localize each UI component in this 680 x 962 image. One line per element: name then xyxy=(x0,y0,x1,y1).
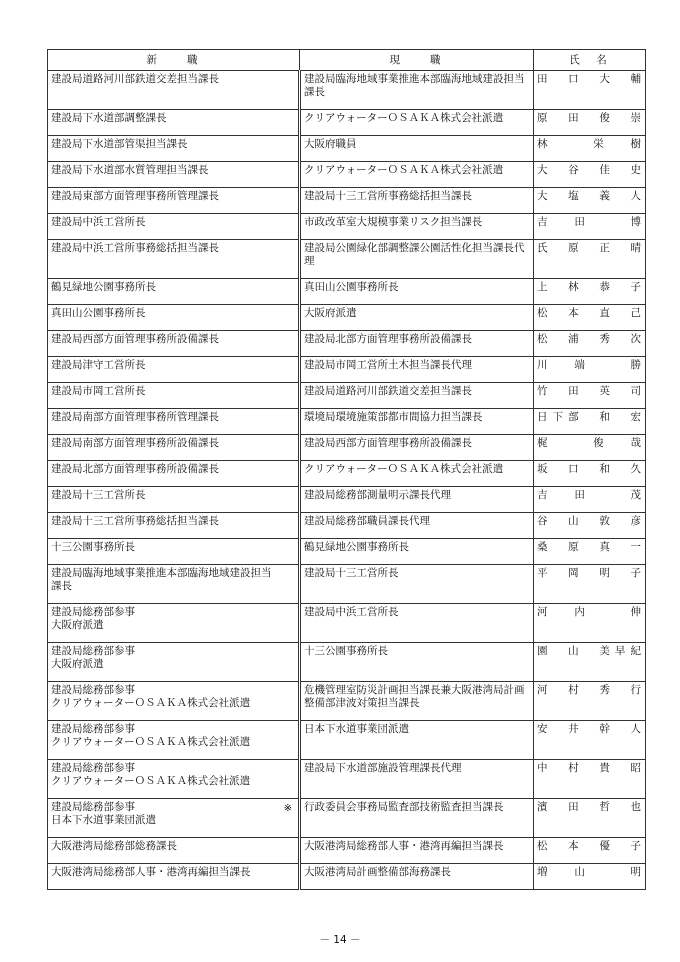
name-cell: 林 栄 樹 xyxy=(534,136,646,162)
new-post-cell xyxy=(48,214,300,240)
new-post-line: 建設局中浜工営所事務総括担当課長 xyxy=(51,242,219,254)
current-post-line: 整備部津波対策担当課長 xyxy=(304,697,420,709)
table-row xyxy=(48,565,646,604)
current-post-line: 課長 xyxy=(304,86,325,98)
table-row xyxy=(48,383,646,409)
name-cell: 河 内 伸 xyxy=(534,604,646,643)
new-post-line: 鶴見緑地公園事務所長 xyxy=(51,281,156,293)
name-cell: 吉 田 茂 xyxy=(534,487,646,513)
table-row xyxy=(48,513,646,539)
name-cell: 増 山 明 xyxy=(534,864,646,890)
table-row xyxy=(48,240,646,279)
current-post-line: 建設局十三工営所事務総括担当課長 xyxy=(304,190,472,202)
new-post-cell xyxy=(48,162,300,188)
name-cell: 桑 原 真 一 xyxy=(534,539,646,565)
current-post-line: 真田山公園事務所長 xyxy=(304,281,399,293)
name-cell: 原 田 俊 崇 xyxy=(534,110,646,136)
new-post-cell xyxy=(48,565,300,604)
new-post-line: 真田山公園事務所長 xyxy=(51,307,146,319)
table-row xyxy=(48,279,646,305)
table-row xyxy=(48,643,646,682)
current-post-line: 建設局下水道部施設管理課長代理 xyxy=(304,762,462,774)
current-post-cell xyxy=(300,721,534,760)
new-post-line: 建設局東部方面管理事務所管理課長 xyxy=(51,190,219,202)
current-post-cell xyxy=(300,214,534,240)
new-post-cell xyxy=(48,435,300,461)
personnel-table xyxy=(47,49,646,890)
new-post-line: 大阪府派遣 xyxy=(51,619,104,631)
current-post-line: 大阪港湾局総務部人事・港湾再編担当課長 xyxy=(304,840,504,852)
new-post-cell xyxy=(48,357,300,383)
new-post-line: 建設局十三工営所事務総括担当課長 xyxy=(51,515,219,527)
current-post-cell xyxy=(300,604,534,643)
new-post-line: 課長 xyxy=(51,580,72,592)
new-post-line: クリアウォーターＯＳＡＫＡ株式会社派遣 xyxy=(51,697,251,709)
table-row xyxy=(48,864,646,890)
new-post-cell xyxy=(48,864,300,890)
new-post-line: クリアウォーターＯＳＡＫＡ株式会社派遣 xyxy=(51,736,251,748)
name-cell: 安 井 幹 人 xyxy=(534,721,646,760)
new-post-cell xyxy=(48,136,300,162)
table-body xyxy=(48,71,646,890)
current-post-line: 市政改革室大規模事業リスク担当課長 xyxy=(304,216,483,228)
current-post-line: 建設局北部方面管理事務所設備課長 xyxy=(304,333,472,345)
new-post-cell xyxy=(48,539,300,565)
new-post-cell xyxy=(48,487,300,513)
current-post-line: 建設局公園緑化部調整課公園活性化担当課長代 xyxy=(304,242,525,254)
table-row xyxy=(48,188,646,214)
new-post-cell xyxy=(48,305,300,331)
table-row xyxy=(48,435,646,461)
new-post-cell xyxy=(48,461,300,487)
current-post-line: 危機管理室防災計画担当課長兼大阪港湾局計画 xyxy=(304,684,525,696)
name-cell: 上 林 恭 子 xyxy=(534,279,646,305)
name-cell: 松 本 直 己 xyxy=(534,305,646,331)
table-row xyxy=(48,604,646,643)
name-cell: 園 山 美早紀 xyxy=(534,643,646,682)
table-row xyxy=(48,721,646,760)
header-current-post: 現 職 xyxy=(300,50,534,71)
current-post-cell xyxy=(300,136,534,162)
new-post-cell xyxy=(48,71,300,110)
current-post-line: 大阪府職員 xyxy=(304,138,357,150)
page-number: － 14 － xyxy=(319,934,361,946)
name-cell: 坂 口 和 久 xyxy=(534,461,646,487)
table-row xyxy=(48,760,646,799)
name-cell: 濱 田 哲 也 xyxy=(534,799,646,838)
name-cell: 吉 田 博 xyxy=(534,214,646,240)
new-post-line: 建設局下水道部調整課長 xyxy=(51,112,167,124)
table-row xyxy=(48,409,646,435)
current-post-cell xyxy=(300,357,534,383)
new-post-cell xyxy=(48,799,300,838)
current-post-cell xyxy=(300,383,534,409)
current-post-cell xyxy=(300,110,534,136)
note-mark: ※ xyxy=(283,803,292,814)
current-post-line: クリアウォーターＯＳＡＫＡ株式会社派遣 xyxy=(304,164,504,176)
new-post-cell xyxy=(48,110,300,136)
new-post-line: 建設局市岡工営所長 xyxy=(51,385,146,397)
table-row xyxy=(48,461,646,487)
new-post-cell xyxy=(48,279,300,305)
new-post-line: 建設局総務部参事 xyxy=(51,684,135,696)
new-post-line: 日本下水道事業団派遣 xyxy=(51,814,156,826)
current-post-line: 大阪港湾局計画整備部海務課長 xyxy=(304,866,451,878)
current-post-cell xyxy=(300,162,534,188)
table-row xyxy=(48,331,646,357)
current-post-cell xyxy=(300,435,534,461)
new-post-line: 建設局道路河川部鉄道交差担当課長 xyxy=(51,73,219,85)
current-post-line: 建設局西部方面管理事務所設備課長 xyxy=(304,437,472,449)
table-row xyxy=(48,539,646,565)
new-post-line: 建設局北部方面管理事務所設備課長 xyxy=(51,463,219,475)
new-post-line: 建設局総務部参事 xyxy=(51,723,135,735)
new-post-line: 大阪府派遣 xyxy=(51,658,104,670)
table-header-row xyxy=(48,50,646,71)
name-cell: 竹 田 英 司 xyxy=(534,383,646,409)
new-post-line: 建設局下水道部管渠担当課長 xyxy=(51,138,188,150)
new-post-line: 建設局中浜工営所長 xyxy=(51,216,146,228)
new-post-line: 建設局総務部参事 xyxy=(51,606,135,618)
current-post-cell xyxy=(300,760,534,799)
new-post-cell xyxy=(48,409,300,435)
new-post-cell xyxy=(48,188,300,214)
current-post-cell xyxy=(300,331,534,357)
table-row xyxy=(48,214,646,240)
new-post-line: 建設局総務部参事 xyxy=(51,801,135,813)
name-cell: 平 岡 明 子 xyxy=(534,565,646,604)
name-cell: 氏 原 正 晴 xyxy=(534,240,646,279)
new-post-line: クリアウォーターＯＳＡＫＡ株式会社派遣 xyxy=(51,775,251,787)
new-post-line: 建設局津守工営所長 xyxy=(51,359,146,371)
name-cell: 中 村 貴 昭 xyxy=(534,760,646,799)
current-post-cell xyxy=(300,409,534,435)
current-post-line: クリアウォーターＯＳＡＫＡ株式会社派遣 xyxy=(304,463,504,475)
current-post-cell xyxy=(300,513,534,539)
new-post-line: 建設局西部方面管理事務所設備課長 xyxy=(51,333,219,345)
current-post-line: 建設局総務部測量明示課長代理 xyxy=(304,489,451,501)
current-post-line: 日本下水道事業団派遣 xyxy=(304,723,409,735)
table-row xyxy=(48,162,646,188)
new-post-cell xyxy=(48,643,300,682)
new-post-line: 十三公園事務所長 xyxy=(51,541,135,553)
new-post-line: 建設局総務部参事 xyxy=(51,645,135,657)
current-post-cell xyxy=(300,71,534,110)
current-post-line: クリアウォーターＯＳＡＫＡ株式会社派遣 xyxy=(304,112,504,124)
new-post-cell xyxy=(48,760,300,799)
table-row xyxy=(48,71,646,110)
table-row xyxy=(48,357,646,383)
new-post-line: 建設局総務部参事 xyxy=(51,762,135,774)
current-post-line: 建設局総務部職員課長代理 xyxy=(304,515,430,527)
name-cell: 大 谷 佳 史 xyxy=(534,162,646,188)
current-post-line: 十三公園事務所長 xyxy=(304,645,388,657)
new-post-line: 大阪港湾局総務部総務課長 xyxy=(51,840,177,852)
current-post-cell xyxy=(300,838,534,864)
header-new-post: 新 職 xyxy=(48,50,300,71)
new-post-cell xyxy=(48,331,300,357)
current-post-cell xyxy=(300,682,534,721)
new-post-cell xyxy=(48,383,300,409)
current-post-line: 建設局市岡工営所土木担当課長代理 xyxy=(304,359,472,371)
current-post-line: 建設局道路河川部鉄道交差担当課長 xyxy=(304,385,472,397)
current-post-cell xyxy=(300,279,534,305)
new-post-line: 建設局臨海地域事業推進本部臨海地域建設担当 xyxy=(51,567,272,579)
current-post-cell xyxy=(300,305,534,331)
name-cell: 日下部 和 宏 xyxy=(534,409,646,435)
header-name: 氏 名 xyxy=(534,50,646,71)
new-post-cell xyxy=(48,604,300,643)
name-cell: 松 浦 秀 次 xyxy=(534,331,646,357)
current-post-cell xyxy=(300,461,534,487)
name-cell: 河 村 秀 行 xyxy=(534,682,646,721)
new-post-cell xyxy=(48,240,300,279)
current-post-line: 環境局環境施策部都市間協力担当課長 xyxy=(304,411,483,423)
current-post-cell xyxy=(300,487,534,513)
current-post-line: 建設局十三工営所長 xyxy=(304,567,399,579)
current-post-cell xyxy=(300,864,534,890)
table-row xyxy=(48,136,646,162)
current-post-cell xyxy=(300,240,534,279)
new-post-cell xyxy=(48,721,300,760)
table-row xyxy=(48,799,646,838)
current-post-line: 建設局中浜工営所長 xyxy=(304,606,399,618)
new-post-cell xyxy=(48,682,300,721)
table-row xyxy=(48,487,646,513)
current-post-cell xyxy=(300,799,534,838)
name-cell: 谷 山 敦 彦 xyxy=(534,513,646,539)
new-post-line: 建設局十三工営所長 xyxy=(51,489,146,501)
new-post-cell xyxy=(48,513,300,539)
new-post-line: 大阪港湾局総務部人事・港湾再編担当課長 xyxy=(51,866,251,878)
new-post-line: 建設局下水道部水質管理担当課長 xyxy=(51,164,209,176)
new-post-line: 建設局南部方面管理事務所設備課長 xyxy=(51,437,219,449)
new-post-cell xyxy=(48,838,300,864)
current-post-line: 行政委員会事務局監査部技術監査担当課長 xyxy=(304,801,504,813)
current-post-cell xyxy=(300,188,534,214)
name-cell: 大 塩 義 人 xyxy=(534,188,646,214)
table-row xyxy=(48,305,646,331)
current-post-cell xyxy=(300,539,534,565)
name-cell: 川 端 勝 xyxy=(534,357,646,383)
new-post-line: 建設局南部方面管理事務所管理課長 xyxy=(51,411,219,423)
name-cell: 田 口 大 輔 xyxy=(534,71,646,110)
current-post-line: 大阪府派遣 xyxy=(304,307,357,319)
name-cell: 梶 俊 哉 xyxy=(534,435,646,461)
table-row xyxy=(48,110,646,136)
table-row xyxy=(48,838,646,864)
current-post-cell xyxy=(300,643,534,682)
current-post-cell xyxy=(300,565,534,604)
name-cell: 松 本 優 子 xyxy=(534,838,646,864)
current-post-line: 理 xyxy=(304,255,315,267)
table-row xyxy=(48,682,646,721)
current-post-line: 建設局臨海地域事業推進本部臨海地域建設担当 xyxy=(304,73,525,85)
current-post-line: 鶴見緑地公園事務所長 xyxy=(304,541,409,553)
